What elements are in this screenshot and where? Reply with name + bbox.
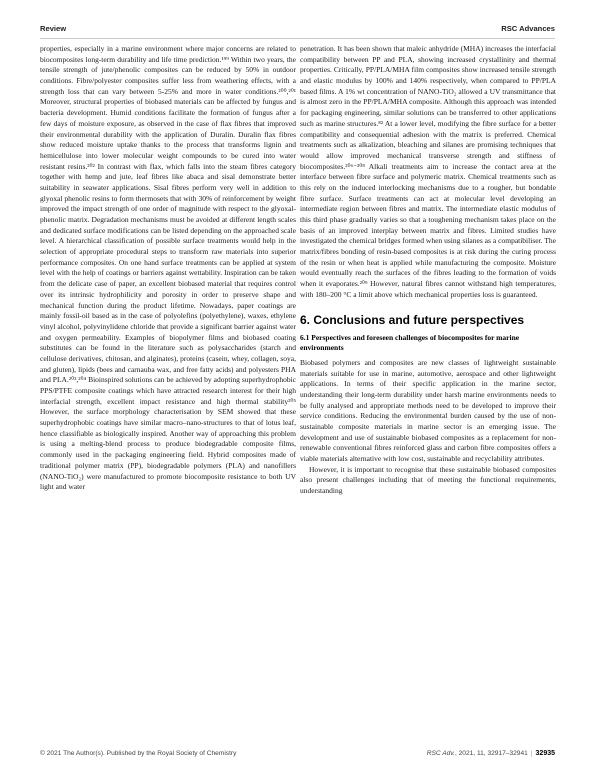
volume-pages: , 2021, 11, 32917–32941 — [454, 750, 528, 757]
header-section-label: Review — [40, 24, 67, 33]
copyright-notice: © 2021 The Author(s). Published by the Royal Society of Chemistry — [40, 750, 237, 757]
section-heading: 6. Conclusions and future perspectives — [300, 312, 525, 327]
footer-separator: | — [530, 750, 533, 757]
header-divider — [40, 38, 555, 39]
subsection-heading: 6.1 Perspectives and foreseen challenges of biocomposites for marine environments — [300, 333, 520, 353]
journal-abbrev: RSC Adv. — [426, 750, 455, 757]
body-paragraph: Biobased polymers and composites are new classes of lightweight sustainable materials suitable for use in marine, automotive, aerospace and other lightweight applications. In terms of their specific application in the marine sector, understanding their long-term durability under harsh marine environments needs to be fully analysed and appropriate methods need to be developed to improve their service conditions. Reducing the environmental burden caused by the use of non-sustainable composite materials in marine sector is an emerging issue. The development and use of sustainable biobased composites as a replacement for non-renewable conventional fibres reinforced glass and carbon fibre composites offers a viable materials alternative with low cost, sustainable and recyclability attributes. — [300, 357, 556, 463]
page-number: 32935 — [535, 750, 555, 757]
body-paragraph: penetration. It has been shown that maleic anhydride (MHA) increases the interfacial compatibility between PP and PLA, showing increased crystallinity and thermal properties. Critically, PP/PLA/MHA film composites show increased tensile strength and elastic modulus by 100% and 140% respectively, when compared to PP/PLA based films. A 1% wt concentration of NANO-TiO₂ allowed a UV transmittance that is almost zero in the PP/PLA/MHA composite. Although this approach was intended for packaging engineering, similar solutions can be transferred to other applications such as marine structures.⁸² At a lower level, modifying the fibre surface for a better compatibility and consequential adhesion with the matrix is preferred. Chemical treatments such as alkalization, bleaching and silanes are promising techniques that would allow improved mechanical transverse strength and stiffness of biocomposites.²⁰⁶⁻²⁰⁸ Alkali treatments aim to increase the contact area at the interface between fibre surface and polymeric matrix. Chemical treatments such as this rely on the induced interlocking mechanisms due to a rougher, but bondable fibre surface. Surface treatments can act at molecular level developing an intermediate region between fibres and matrix. The intermediate elastic modulus of this third phase gradually varies so that a toughening mechanism takes place on the basis of an improved interplay between matrix and fibres. Limited studies have investigated the chemical bridges formed when using silanes as a compatibiliser. The matrix/fibres bonding of resin-based composites is at risk during the curing process of the resin or when heat is applied while manufacturing the composite. Moisture would eventually reach the surfaces of the fibres leading to the formation of voids when it evaporates.²⁰⁹ However, natural fibres cannot withstand high temperatures, with 180–200 °C a limit above which mechanical properties loss is guaranteed. — [300, 44, 556, 299]
left-column — [40, 44, 296, 724]
header-journal-name: RSC Advances — [501, 24, 555, 33]
body-paragraph: properties, especially in a marine environment where major concerns are related to biocomposites long-term durability and life time prediction.¹⁹⁹ Within two years, the tensile strength of jute/phenolic composites can be reduced by 50% in outdoor conditions. Fibre/polyester composites suffer less from weathering effects, with a strength loss that can vary between 5-25% and more in water conditions.²⁰⁰,²⁰¹ Moreover, structural properties of biobased materials can be affected by fungus and bacteria development. Humid conditions facilitate the formation of fungus after a few days of moisture exposure, as observed in the case of flax fibres that improved their environmental durability with the application of Duralin. Duralin flax fibres show reduced moisture uptake thanks to the process that transforms lignin and hemicellulose into lower molecular weight compounds to be cured into water resistant resins.²⁰² In contrast with flax, which falls into the steam fibres category together with hemp and jute, leaf fibres like abaca and sisal demonstrate better suitability in seawater applications. Sisal fibres perform very well in addition to glyoxal phenolic resins to form thermosets that with 30% of reinforcement by weight improved the impact strength of one order of magnitude with respect to the glyoxal-phenolic matrix. Degradation mechanisms must be avoided at different length scales and dedicated surface modifications can be listed depending on the approached scale level. A hierarchical classification of possible surface treatments would help in the selection of appropriate procedural steps to transform raw materials into superior performance composites. On one hand surface treatments can be applied at system level with the help of coatings or barriers against wettability. Inspiration can be taken from the delicate case of paper, an excellent biobased material that requires control over its intrinsic hydrophilicity and porosity in order to preserve shape and mechanical function during the product lifetime. Nowadays, paper coatings are mainly fossil-oil based as in the case of polyolefins (polyethylene), waxes, ethylene vinyl alcohol, polyvinylidene chloride that provide a significant barrier against water and oxygen permeability. Examples of biopolymer films and biobased coating substitutes can be found in the literature such as polysaccharides (starch and cellulose derivatives, chitosan, and alginates), proteins (casein, whey, collagen, soya, and gluten), lipids (bees and carnauba wax, and free fatty acids) and polyesters PHA and PLA.²⁰³,²⁰⁴ Bioinspired solutions can be achieved by adopting superhydrophobic PPS/PTFE composite coatings which have attracted research interest for their high interfacial strength, excellent impact resistance and high thermal stability²⁰⁵ However, the surface morphology characterisation by SEM showed that these superhydrophobic coatings have similar macro–nano-structures to that of lotus leaf, hence classifiable as biologically inspired. Another way of approaching this problem is using a melting-blend process to produce biodegradable composite films, commonly used in the packaging engineering field. Hybrid composites made of traditional polymer matrix (PP), biodegradable polymers (PLA) and nanofillers (NANO-TiO₂) were manufactured to promote biocomposite resistance to both UV light and water — [40, 44, 296, 492]
citation-info — [427, 750, 555, 757]
page-footer — [40, 750, 555, 762]
right-column — [300, 44, 556, 724]
body-paragraph: However, it is important to recognise that these sustainable biobased composites also present challenges including that of meeting the functional requirements, understanding — [300, 464, 556, 496]
